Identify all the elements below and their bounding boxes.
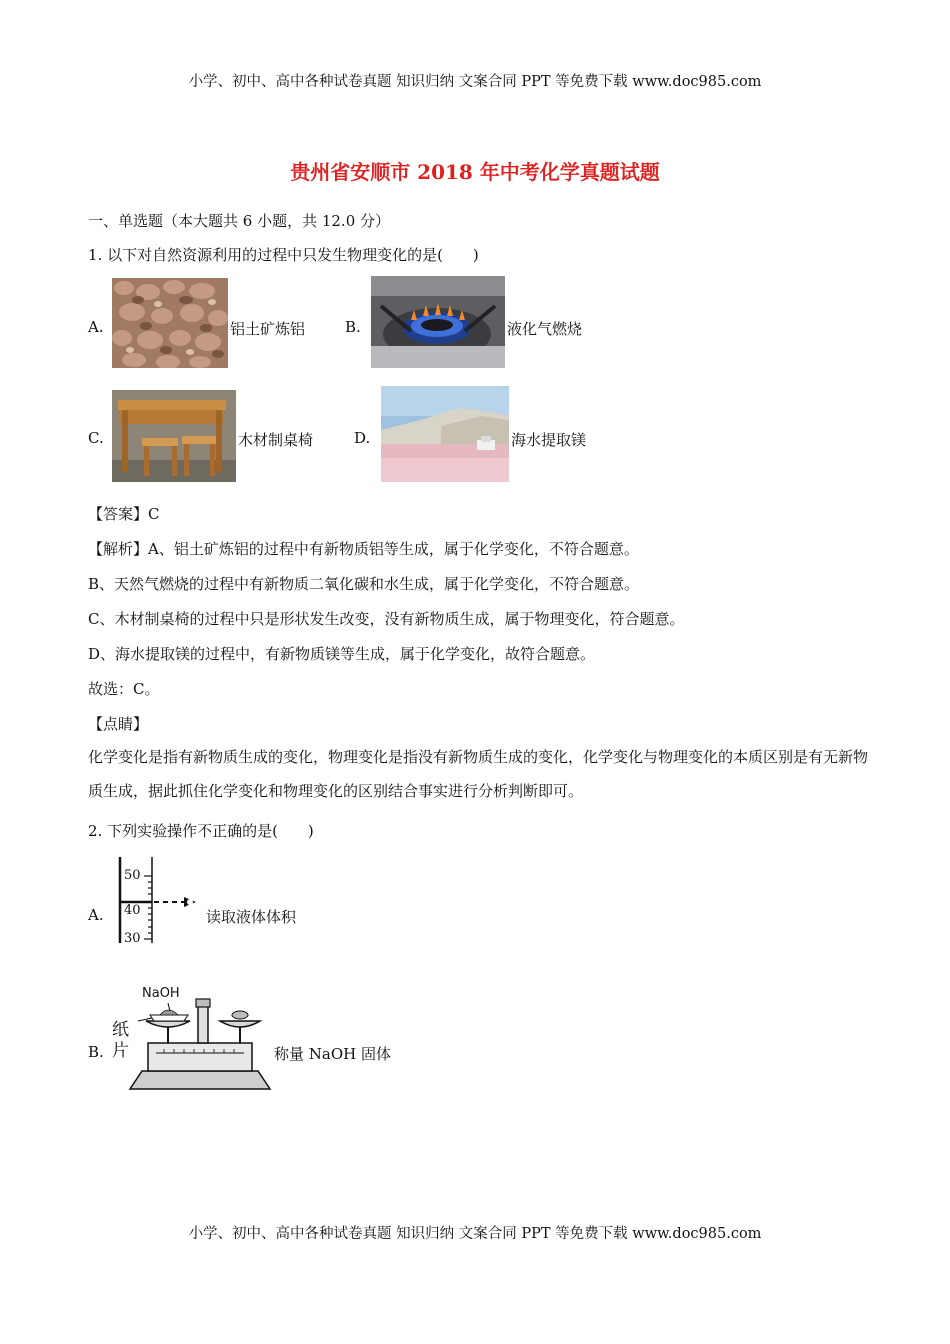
page-title: 贵州省安顺市 2018 年中考化学真题试题: [290, 160, 660, 184]
q2-option-b-text: 称量 NaOH 固体: [274, 1045, 391, 1063]
q1-option-d-text: 海水提取镁: [511, 431, 587, 449]
q1-option-c-letter: C.: [88, 429, 104, 447]
balance-diagram: [108, 985, 274, 1091]
q2-stem: 2. 下列实验操作不正确的是( ): [88, 822, 314, 840]
wooden-desk-photo: [112, 390, 236, 482]
gas-flame-photo: [371, 276, 505, 368]
q1-option-c-text: 木材制桌椅: [238, 431, 314, 449]
q1-stem: 1. 以下对自然资源利用的过程中只发生物理变化的是( ): [88, 246, 479, 264]
q1-answer: 【答案】C: [88, 505, 160, 523]
q1-option-b-text: 液化气燃烧: [507, 320, 583, 338]
q1-option-d-letter: D.: [354, 429, 371, 447]
q1-tip-text: 化学变化是指有新物质生成的变化，物理变化是指没有新物质生成的变化，化学变化与物理变化的本质区别是有无新物质生成，据此抓住化学变化和物理变化的区别结合事实进行分析判断即可。: [88, 748, 869, 800]
page-header: 小学、初中、高中各种试卷真题 知识归纳 文案合同 PPT 等免费下载 www.doc985.com: [188, 74, 762, 90]
q2-option-a-text: 读取液体体积: [206, 908, 297, 926]
page-footer: 小学、初中、高中各种试卷真题 知识归纳 文案合同 PPT 等免费下载 www.doc985.com: [188, 1226, 762, 1242]
q1-analysis-line-2: B、天然气燃烧的过程中有新物质二氧化碳和水生成，属于化学变化，不符合题意。: [88, 575, 640, 593]
graduated-cylinder-diagram: [110, 855, 205, 947]
q1-analysis-line-3: C、木材制桌椅的过程中只是形状发生改变，没有新物质生成，属于物理变化，符合题意。: [88, 610, 685, 628]
q1-analysis-line-4: D、海水提取镁的过程中，有新物质镁等生成，属于化学变化，故符合题意。: [88, 645, 596, 663]
paper-label-2: 片: [112, 1041, 129, 1061]
q1-option-a-text: 铝土矿炼铝: [230, 320, 306, 338]
q1-analysis-line-1: 【解析】A、铝土矿炼铝的过程中有新物质铝等生成，属于化学变化，不符合题意。: [88, 540, 639, 558]
q2-option-b-letter: B.: [88, 1043, 104, 1061]
q1-tip-label: 【点睛】: [88, 715, 149, 733]
bauxite-photo: [112, 278, 228, 368]
balance-naoh-label: NaOH: [142, 986, 180, 1001]
section-heading: 一、单选题（本大题共 6 小题，共 12.0 分）: [88, 212, 391, 230]
q1-analysis-line-5: 故选：C。: [88, 680, 160, 698]
seawater-photo: [381, 386, 509, 482]
cylinder-mark-30: 30: [124, 931, 141, 946]
cylinder-mark-50: 50: [124, 868, 141, 883]
cylinder-mark-40: 40: [124, 903, 141, 918]
q2-option-a-letter: A.: [88, 906, 104, 924]
q1-option-b-letter: B.: [345, 318, 361, 336]
q1-option-a-letter: A.: [88, 318, 104, 336]
paper-label-1: 纸: [112, 1020, 129, 1040]
